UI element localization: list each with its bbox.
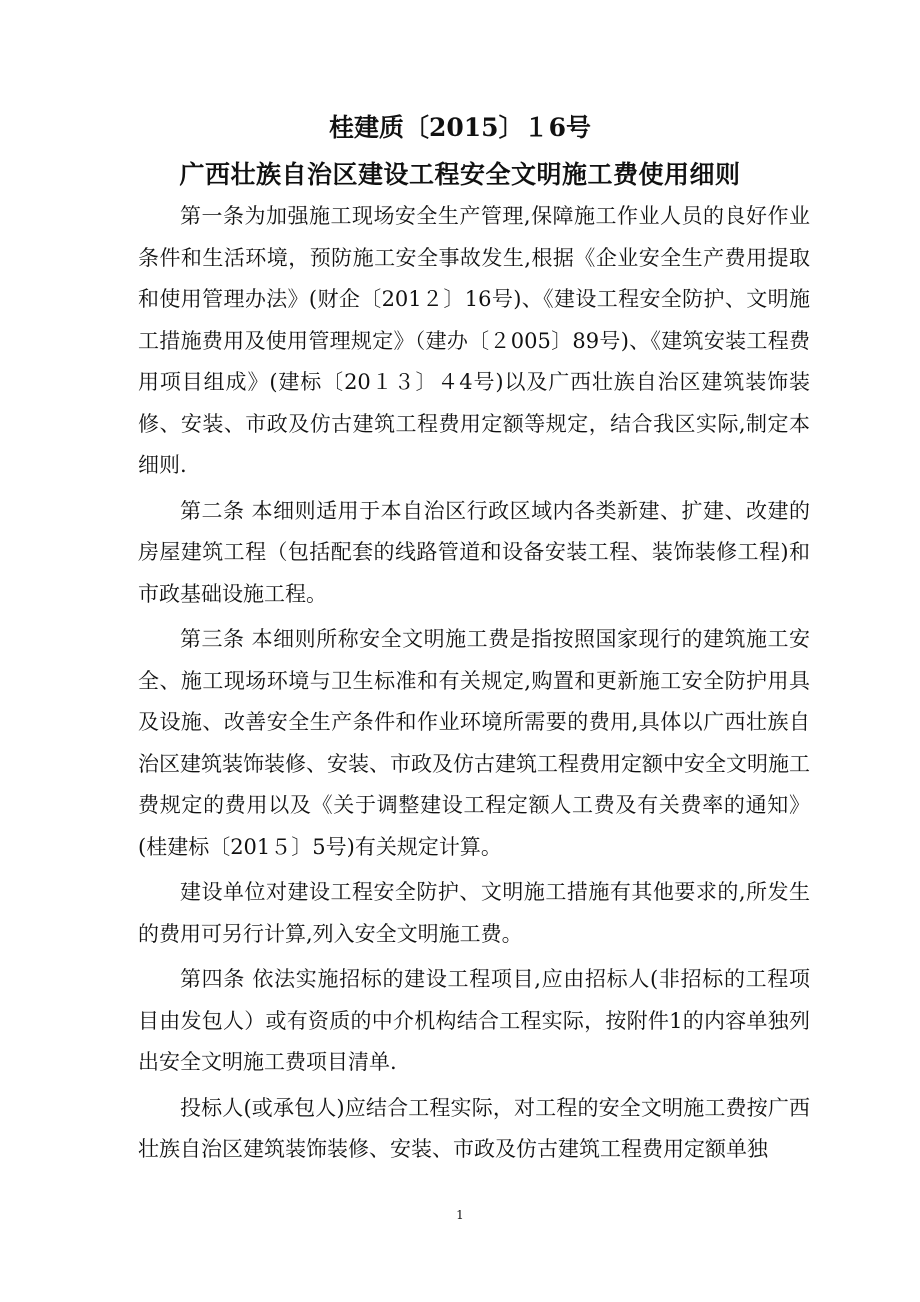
paragraph-article-3: 第三条 本细则所称安全文明施工费是指按照国家现行的建筑施工安全、施工现场环境与卫生标准和有关规定,购置和更新施工安全防护用具及设施、改善安全生产条件和作业环境所需要的费用,具体以广西壮族自治区建筑装饰装修、安装、市政及仿古建筑工程费用定额中安全文明施工费规定的费用以及《关于调整建设工程定额人工费及有关费率的通知》(桂建标〔201５〕5号)有关规定计算。	[138, 627, 810, 859]
paragraph-article-2: 第二条 本细则适用于本自治区行政区域内各类新建、扩建、改建的房屋建筑工程（包括配套的线路管道和设备安装工程、装饰装修工程)和市政基础设施工程。	[138, 498, 810, 606]
paragraph-article-1: 第一条为加强施工现场安全生产管理,保障施工作业人员的良好作业条件和生活环境，预防施工安全事故发生,根据《企业安全生产费用提取和使用管理办法》(财企〔201２〕16号)、《建设工程安全防护、文明施工措施费用及使用管理规定》（建办〔２005〕89号)、《建筑安装工程费用项目组成》(建标〔20１３〕４4号)以及广西壮族自治区建筑装饰装修、安装、市政及仿古建筑工程费用定额等规定，结合我区实际,制定本细则.	[138, 204, 810, 477]
paragraph-article-4: 第四条 依法实施招标的建设工程项目,应由招标人(非招标的工程项目由发包人）或有资质的中介机构结合工程实际，按附件1的内容单独列出安全文明施工费项目清单.	[138, 967, 810, 1074]
document-title: 广西壮族自治区建设工程安全文明施工费使用细则	[179, 160, 741, 189]
document-number: 桂建质〔2015〕１6号	[329, 113, 591, 142]
paragraph-article-4-bidder: 投标人(或承包人)应结合工程实际，对工程的安全文明施工费按广西壮族自治区建筑装饰装修、安装、市政及仿古建筑工程费用定额单独	[138, 1095, 810, 1161]
document-body	[138, 196, 810, 1175]
page-number: 1	[456, 1208, 464, 1222]
paragraph-article-3-supplement: 建设单位对建设工程安全防护、文明施工措施有其他要求的,所发生的费用可另行计算,列入安全文明施工费。	[138, 880, 810, 946]
